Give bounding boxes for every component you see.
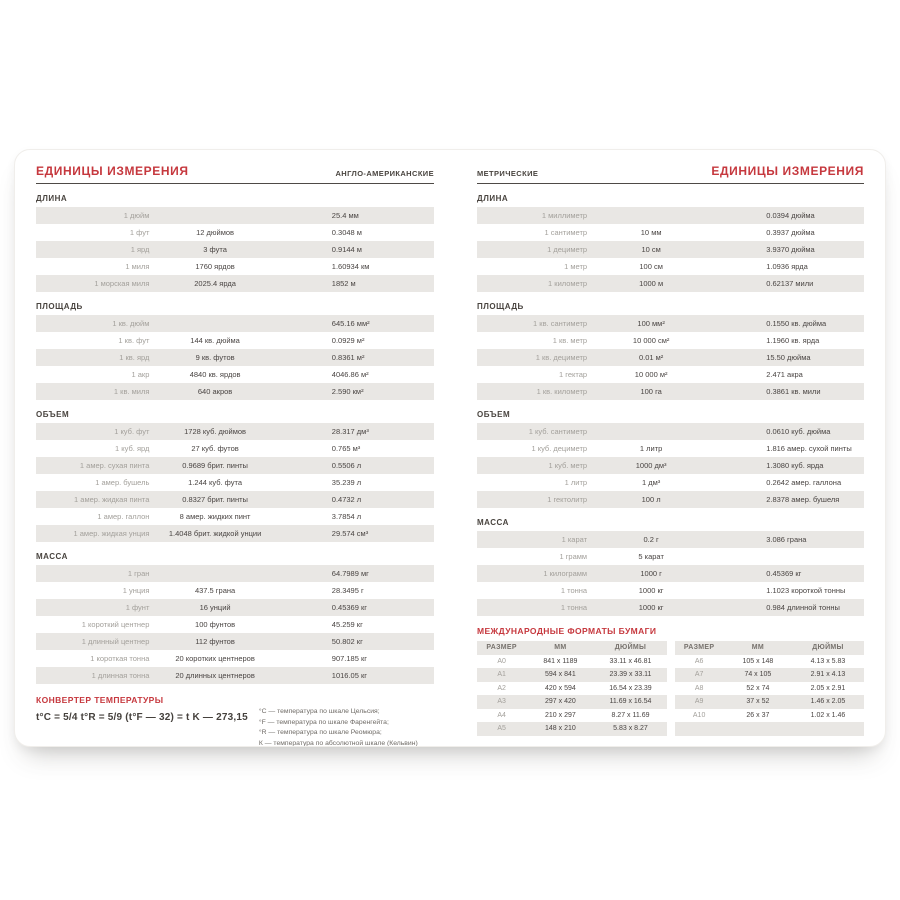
unit-cell: 1 кв. дециметр [535,353,588,362]
paper-col-header-inches: ДЮЙМЫ [614,644,647,652]
table-row [36,474,434,491]
table-row [36,508,434,525]
value-cell: 0.765 м³ [331,444,361,453]
paper-table-header [675,641,865,655]
section-volume [477,410,864,508]
value-cell: 3.086 грана [766,535,807,544]
ratio-cell: 1 литр [639,444,663,453]
unit-cell: 1 гектар [559,370,588,379]
mm-cell: 210 x 297 [545,711,576,719]
value-cell: 0.0394 дюйма [766,211,815,220]
value-cell: 50.802 кг [331,637,363,646]
value-cell: 1.0936 ярда [766,262,808,271]
ratio-cell: 12 дюймов [196,228,235,237]
paper-formats [477,626,864,736]
value-cell: 0.3048 м [331,228,362,237]
ratio-cell: 3 фута [203,245,227,254]
ratio-cell: 0.2 г [643,535,659,544]
ratio-cell: 437.5 грана [194,586,236,595]
unit-cell: 1 куб. сантиметр [528,427,588,436]
section-title: ДЛИНА [36,194,68,203]
value-cell: 1.1960 кв. ярда [766,336,820,345]
ratio-cell: 10 см [641,245,661,254]
ratio-cell: 1 дм³ [641,478,661,487]
unit-cell: 1 гектолитр [547,495,588,504]
unit-cell: 1 сантиметр [544,228,588,237]
table-row [36,440,434,457]
inches-cell: 1.02 x 1.46 [810,711,846,719]
format-cell: A8 [694,684,704,692]
unit-cell: 1 куб. дециметр [531,444,588,453]
value-cell: 1852 м [331,279,356,288]
temperature-legend-line: °F — температура по шкале Фаренгейта; [258,718,389,726]
unit-cell: 1 кв. сантиметр [533,319,588,328]
table-row [36,258,434,275]
format-cell: A9 [694,698,704,706]
table-row [36,491,434,508]
volume-table [36,423,434,542]
unit-cell: 1 дюйм [123,211,150,220]
inches-cell: 11.69 x 16.54 [609,698,652,706]
ratio-cell: 1.244 куб. фута [188,478,243,487]
ratio-cell: 640 акров [197,387,233,396]
value-cell: 907.185 кг [331,654,367,663]
table-row [477,474,864,491]
paper-table-right [675,641,865,736]
ratio-cell: 0.8327 брит. пинты [182,495,248,504]
unit-cell: 1 фунт [125,603,150,612]
table-row [477,423,864,440]
paper-table-row [675,722,865,736]
ratio-cell: 100 см [639,262,663,271]
paper-table-row [477,655,667,669]
table-row [477,565,864,582]
unit-cell: 1 ярд [130,245,150,254]
unit-cell: 1 амер. жидкая пинта [74,495,150,504]
section-mass [477,518,864,616]
unit-cell: 1 фут [129,228,150,237]
ratio-cell: 0.01 м² [638,353,664,362]
page-subtitle: АНГЛО-АМЕРИКАНСКИЕ [335,169,434,178]
unit-cell: 1 миля [125,262,150,271]
unit-cell: 1 кв. метр [552,336,588,345]
ratio-cell: 20 коротких центнеров [175,654,255,663]
temperature-title: КОНВЕРТЕР ТЕМПЕРАТУРЫ [36,695,164,705]
value-cell: 1.60934 км [331,262,370,271]
table-row [477,457,864,474]
ratio-cell: 1000 г [640,569,662,578]
paper-col-header-mm: ММ [554,644,567,652]
table-row [36,349,434,366]
ratio-cell: 27 куб. футов [191,444,239,453]
mm-cell: 52 x 74 [746,684,770,692]
value-cell: 0.45369 кг [766,569,802,578]
mm-cell: 420 x 594 [545,684,576,692]
unit-cell: 1 унция [122,586,150,595]
ratio-cell: 100 л [641,495,661,504]
section-mass [36,552,434,684]
table-row [36,650,434,667]
format-cell: A1 [497,671,506,679]
planner-spread [14,149,886,747]
table-row [36,275,434,292]
unit-cell: 1 амер. бушель [95,478,150,487]
value-cell: 3.7854 л [331,512,362,521]
value-cell: 0.45369 кг [331,603,367,612]
table-row [36,633,434,650]
inches-cell: 1.46 x 2.05 [810,698,846,706]
unit-cell: 1 километр [548,279,588,288]
mm-cell: 841 x 1189 [543,657,578,665]
section-title: ПЛОЩАДЬ [36,302,83,311]
table-row [36,207,434,224]
unit-cell: 1 килограмм [543,569,588,578]
ratio-cell: 5 карат [638,552,664,561]
table-row [36,383,434,400]
unit-cell: 1 миллиметр [541,211,588,220]
ratio-cell: 10 мм [640,228,662,237]
format-cell: A4 [497,711,506,719]
table-row [36,616,434,633]
inches-cell: 16.54 x 23.39 [609,684,652,692]
unit-cell: 1 короткий центнер [81,620,150,629]
unit-cell: 1 кв. ярд [119,353,150,362]
paper-table-row [477,722,667,736]
ratio-cell: 0.9689 брит. пинты [182,461,248,470]
ratio-cell: 100 мм² [637,319,665,328]
inches-cell: 23.39 x 33.11 [609,671,652,679]
header-rule [36,183,434,184]
table-row [477,548,864,565]
inches-cell: 2.91 x 4.13 [810,671,846,679]
value-cell: 2.8378 амер. бушеля [766,495,840,504]
length-table [477,207,864,292]
unit-cell: 1 куб. метр [548,461,588,470]
table-row [477,241,864,258]
table-row [36,565,434,582]
mm-cell: 297 x 420 [545,698,576,706]
table-row [36,366,434,383]
paper-table-left [477,641,667,736]
value-cell: 0.9144 м [331,245,362,254]
ratio-cell: 1760 ярдов [195,262,235,271]
paper-table-row [675,709,865,723]
unit-cell: 1 куб. ярд [115,444,150,453]
ratio-cell: 10 000 см² [632,336,670,345]
table-row [36,315,434,332]
table-row [36,332,434,349]
table-row [477,332,864,349]
format-cell: A6 [694,657,704,665]
value-cell: 2.471 акра [766,370,803,379]
table-row [477,349,864,366]
mm-cell: 105 x 148 [742,657,774,665]
page-title: ЕДИНИЦЫ ИЗМЕРЕНИЯ [711,164,864,178]
area-table [477,315,864,400]
paper-col-header-mm: ММ [751,644,764,652]
length-table [36,207,434,292]
value-cell: 2.590 км² [331,387,364,396]
paper-table-row [675,655,865,669]
table-row [36,667,434,684]
table-row [477,582,864,599]
temperature-legend-line: °C — температура по шкале Цельсия; [258,708,380,715]
paper-table-row [477,668,667,682]
table-row [36,525,434,542]
value-cell: 25.4 мм [331,211,359,220]
unit-cell: 1 длинная тонна [91,671,150,680]
value-cell: 0.3937 дюйма [766,228,815,237]
value-cell: 4046.86 м² [331,370,369,379]
ratio-cell: 1000 кг [638,586,664,595]
ratio-cell: 1000 дм³ [635,461,667,470]
section-length [477,194,864,292]
table-row [36,241,434,258]
value-cell: 0.62137 мили [766,279,814,288]
mm-cell: 74 x 105 [744,671,772,679]
unit-cell: 1 кв. километр [536,387,588,396]
section-title: ОБЪЕМ [477,410,511,419]
temperature-formula: t°C = 5/4 t°R = 5/9 (t°F — 32) = t K — 273,15 [36,712,248,723]
unit-cell: 1 амер. сухая пинта [79,461,150,470]
value-cell: 29.574 см³ [331,529,369,538]
unit-cell: 1 тонна [560,586,588,595]
inches-cell: 8.27 x 11.69 [611,711,650,719]
area-table [36,315,434,400]
mm-cell: 594 x 841 [545,671,576,679]
temperature-legend [259,695,434,746]
value-cell: 0.0610 куб. дюйма [766,427,831,436]
section-length [36,194,434,292]
table-row [477,366,864,383]
value-cell: 0.0929 м² [331,336,365,345]
unit-cell: 1 куб. фут [114,427,150,436]
ratio-cell: 1000 м [639,279,664,288]
ratio-cell: 9 кв. футов [195,353,235,362]
mm-cell: 26 x 37 [746,711,770,719]
section-volume [36,410,434,542]
temperature-converter [36,695,434,746]
value-cell: 35.239 л [331,478,362,487]
table-row [36,423,434,440]
section-title: ДЛИНА [477,194,509,203]
format-cell: A3 [497,698,506,706]
mass-table [477,531,864,616]
format-cell: A10 [692,711,706,719]
table-row [477,440,864,457]
temperature-left [36,695,259,746]
unit-cell: 1 акр [131,370,150,379]
value-cell: 0.984 длинной тонны [766,603,840,612]
inches-cell: 4.13 x 5.83 [810,657,846,665]
unit-cell: 1 длинный центнер [81,637,150,646]
unit-cell: 1 кв. миля [113,387,150,396]
ratio-cell: 1.4048 брит. жидкой унции [168,529,262,538]
section-area [477,302,864,400]
section-title: ПЛОЩАДЬ [477,302,524,311]
paper-tables [477,641,864,736]
table-row [36,224,434,241]
unit-cell: 1 литр [564,478,588,487]
unit-cell: 1 амер. галлон [97,512,150,521]
paper-table-row [675,668,865,682]
table-row [477,383,864,400]
value-cell: 0.4732 л [331,495,362,504]
section-title: МАССА [477,518,509,527]
value-cell: 0.2642 амер. галлона [766,478,842,487]
unit-cell: 1 дециметр [547,245,588,254]
paper-col-header-size: РАЗМЕР [683,644,715,652]
paper-table-header [477,641,667,655]
unit-cell: 1 гран [127,569,150,578]
inches-cell: 2.05 x 2.91 [810,684,846,692]
unit-cell: 1 короткая тонна [90,654,150,663]
value-cell: 45.259 кг [331,620,363,629]
table-row [477,315,864,332]
ratio-cell: 20 длинных центнеров [175,671,255,680]
unit-cell: 1 кв. дюйм [112,319,150,328]
section-area [36,302,434,400]
value-cell: 28.3495 г [331,586,364,595]
format-cell: A0 [497,657,506,665]
unit-cell: 1 метр [564,262,588,271]
unit-cell: 1 тонна [560,603,588,612]
table-row [477,275,864,292]
inches-cell: 33.11 x 46.81 [609,657,652,665]
table-row [477,207,864,224]
page-subtitle: МЕТРИЧЕСКИЕ [477,169,539,178]
table-row [36,599,434,616]
value-cell: 0.5506 л [331,461,362,470]
section-title: ОБЪЕМ [36,410,70,419]
unit-cell: 1 грамм [559,552,588,561]
volume-table [477,423,864,508]
unit-cell: 1 амер. жидкая унция [73,529,150,538]
ratio-cell: 10 000 м² [634,370,668,379]
value-cell: 15.50 дюйма [766,353,811,362]
value-cell: 28.317 дм³ [331,427,369,436]
page-left [15,150,450,746]
paper-col-header-size: РАЗМЕР [486,644,517,652]
paper-table-row [675,682,865,696]
header-rule [477,183,864,184]
table-row [477,224,864,241]
value-cell: 1016.05 кг [331,671,367,680]
format-cell: A5 [497,725,506,733]
inches-cell: 5.83 x 8.27 [613,725,648,733]
paper-table-row [477,709,667,723]
table-row [477,531,864,548]
temperature-legend-line: К — температура по абсолютной шкале (Кельвин) [258,739,418,746]
paper-formats-title: МЕЖДУНАРОДНЫЕ ФОРМАТЫ БУМАГИ [477,626,657,636]
mass-table [36,565,434,684]
table-row [36,457,434,474]
paper-table-row [675,695,865,709]
unit-cell: 1 карат [561,535,588,544]
ratio-cell: 1000 кг [638,603,664,612]
value-cell: 3.9370 дюйма [766,245,815,254]
ratio-cell: 112 фунтов [195,637,235,646]
unit-cell: 1 кв. фут [118,336,150,345]
value-cell: 0.3861 кв. мили [766,387,821,396]
ratio-cell: 100 га [640,387,662,396]
value-cell: 1.816 амер. сухой пинты [766,444,852,453]
paper-table-row [477,682,667,696]
paper-col-header-inches: ДЮЙМЫ [812,644,844,652]
ratio-cell: 2025.4 ярда [194,279,236,288]
format-cell: A7 [694,671,704,679]
unit-cell: 1 морская миля [94,279,150,288]
mm-cell: 148 x 210 [545,725,576,733]
page-right [450,150,885,746]
value-cell: 64.7989 мг [331,569,369,578]
ratio-cell: 144 кв. дюйма [190,336,240,345]
table-row [477,491,864,508]
table-row [477,258,864,275]
temperature-legend-line: °R — температура по шкале Реомюра; [258,729,382,737]
ratio-cell: 1728 куб. дюймов [184,427,247,436]
ratio-cell: 8 амер. жидких пинт [179,512,251,521]
page-right-header [477,159,864,178]
page-left-header [36,159,434,178]
table-row [36,582,434,599]
ratio-cell: 16 унций [199,603,231,612]
value-cell: 1.1023 короткой тонны [766,586,846,595]
mm-cell: 37 x 52 [746,698,770,706]
value-cell: 645.16 мм² [331,319,370,328]
value-cell: 0.1550 кв. дюйма [766,319,827,328]
page-title: ЕДИНИЦЫ ИЗМЕРЕНИЯ [36,164,189,178]
section-title: МАССА [36,552,68,561]
table-row [477,599,864,616]
ratio-cell: 100 фунтов [195,620,236,629]
value-cell: 1.3080 куб. ярда [766,461,824,470]
value-cell: 0.8361 м² [331,353,365,362]
ratio-cell: 4840 кв. ярдов [189,370,241,379]
paper-table-row [477,695,667,709]
format-cell: A2 [497,684,506,692]
